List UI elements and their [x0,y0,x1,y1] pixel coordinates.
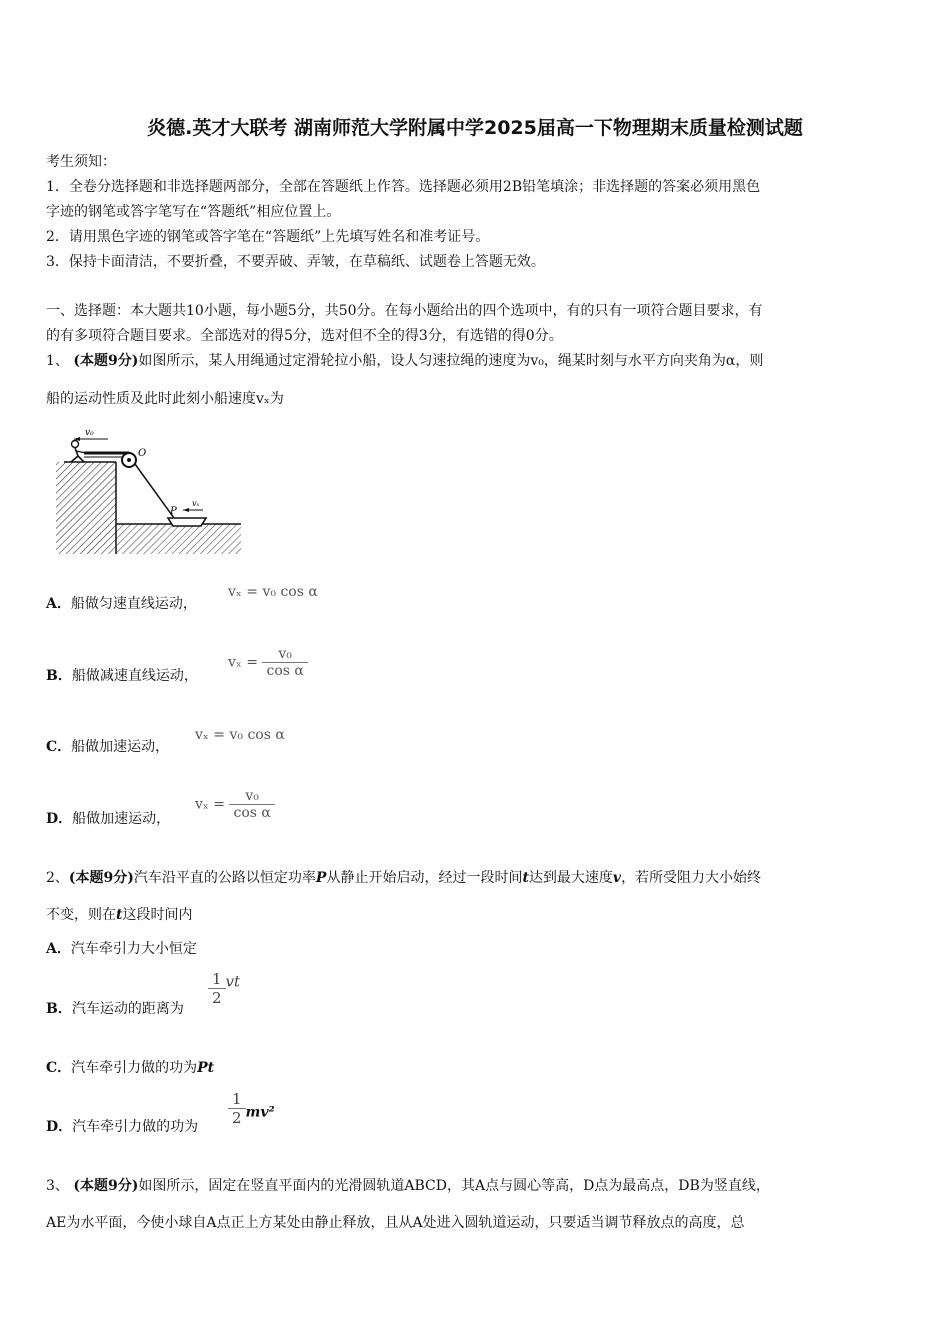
q2-text: 不变，则在 [46,907,116,923]
q1-stem-b: 船的运动性质及此时此刻小船速度vₓ为 [46,391,284,407]
option-text: 汽车牵引力做的功为 [71,1060,198,1076]
q1-option-b[interactable] [46,666,198,686]
q3-text: 如图所示，固定在竖直平面内的光滑圆轨道ABCD，其A点与圆心等高，D点为最高点，DB为竖直线， [138,1178,770,1194]
q2-var-t: t [522,870,529,886]
label-p: P [170,506,177,517]
q2-text: 达到最大速度 [528,870,613,886]
q2-text: 从静止开始启动，经过一段时间 [326,870,523,886]
q1-number: 1、 [46,353,69,369]
q2-option-c[interactable] [46,1058,214,1078]
q1-option-a-formula: vₓ = v₀ cos α [228,584,318,600]
option-text: 船做减速直线运动， [71,668,198,684]
notice-item-3: 3．保持卡面清洁，不要折叠，不要弄破、弄皱，在草稿纸、试题卷上答题无效。 [46,254,545,270]
label-o: O [138,448,147,459]
label-v0: v₀ [85,428,94,438]
q2-option-b-formula [208,970,240,1007]
fraction-denominator: 2 [212,989,222,1007]
label-vx: vₓ [192,499,200,508]
option-label: B． [46,1001,72,1017]
vx-arrowhead-icon [183,508,189,512]
option-label: C． [46,739,72,755]
boat-icon [168,518,206,526]
q2-var-p: P [315,870,327,886]
q3-stem-b: AE为水平面，今使小球自A点正上方某处由静止释放，且从A处进入圆轨道运动，只要适当调节释放点的高度，总 [46,1215,745,1231]
fraction [228,1090,246,1127]
formula-tail: Pt [197,1060,215,1076]
formula-lhs: vₓ = [228,654,259,671]
q1-stem-a [46,351,763,371]
fraction-denominator: cos α [266,663,304,679]
q2-var-t: t [116,907,123,923]
q1-option-d-formula [195,788,275,821]
q2-text: ，若所受阻力大小始终 [621,870,762,886]
boat-pulley-figure [56,422,241,554]
q3-stem-a [46,1176,770,1196]
q2-option-b[interactable] [46,999,184,1019]
q2-var-v: v [612,870,622,886]
q1-score: (本题9分) [73,353,139,369]
rope-slanted [135,464,174,518]
option-text: 汽车牵引力做的功为 [72,1119,199,1135]
section1-line-b: 的有多项符合题目要求。全部选对的得5分，选对但不全的得3分，有选错的得0分。 [46,328,563,344]
q2-option-d-formula [228,1090,275,1127]
fraction-denominator: cos α [233,805,271,821]
person-head-icon [72,441,79,448]
option-label: D． [46,811,73,827]
q3-number: 3、 [46,1178,69,1194]
q2-number: 2、 [46,870,69,886]
q1-stem-a-text: 如图所示，某人用绳通过定滑轮拉小船，设人匀速拉绳的速度为v₀，绳某时刻与水平方向夹角为α，则 [138,353,764,369]
fraction [262,646,307,679]
formula-lhs: vₓ = [195,796,226,813]
cliff-hatch [56,462,116,554]
fraction-numerator: v₀ [262,646,307,663]
option-text: 船做加速运动， [71,739,170,755]
fraction-numerator: v₀ [229,788,274,805]
option-label: A． [46,941,71,957]
fraction [208,970,226,1007]
option-text: 船做匀速直线运动， [70,596,197,612]
q3-score: (本题9分) [73,1178,139,1194]
q1-option-d[interactable] [46,809,170,829]
option-label: B． [46,668,72,684]
q2-score: (本题9分) [68,870,134,886]
section1-line-a: 一、选择题：本大题共10小题，每小题5分，共50分。在每小题给出的四个选项中，有的只有一项符合题目要求，有 [46,303,763,319]
person-leg-icon [71,456,78,462]
option-label: D． [46,1119,73,1135]
exam-title: 炎德.英才大联考 湖南师范大学附属中学2025届高一下物理期末质量检测试题 [147,117,803,139]
option-label: C． [46,1060,72,1076]
option-text: 汽车运动的距离为 [71,1001,184,1017]
fraction-numerator: 1 [228,1090,246,1109]
water-hatch [116,524,241,554]
q2-stem-b [46,905,192,925]
fraction-denominator: 2 [232,1109,242,1127]
formula-tail: mv² [245,1104,275,1121]
fraction-numerator: 1 [208,970,226,989]
fraction [229,788,274,821]
person-leg2-icon [78,456,84,462]
notice-heading: 考生须知： [46,154,116,170]
q2-text: 这段时间内 [122,907,193,923]
q1-option-a[interactable] [46,594,197,614]
q1-option-c[interactable] [46,737,169,757]
option-text: 船做加速运动， [72,811,171,827]
notice-item-2: 2．请用黑色字迹的钢笔或答字笔在“答题纸”上先填写姓名和准考证号。 [46,229,490,245]
option-label: A． [46,596,71,612]
q2-text: 汽车沿平直的公路以恒定功率 [133,870,316,886]
q2-option-a[interactable] [46,939,197,959]
notice-item-1a: 1．全卷分选择题和非选择题两部分，全部在答题纸上作答。选择题必须用2B铅笔填涂；非选择题的答案必须用黑色 [46,179,761,195]
q1-option-b-formula [228,646,308,679]
notice-item-1b: 字迹的钢笔或答字笔写在“答题纸”相应位置上。 [46,204,341,220]
formula-tail: vt [225,972,241,991]
q1-option-c-formula: vₓ = v₀ cos α [195,727,285,743]
q2-option-d[interactable] [46,1117,198,1137]
q2-stem-a [46,868,761,888]
option-text: 汽车牵引力大小恒定 [70,941,197,957]
pulley-axle-icon [127,458,131,462]
